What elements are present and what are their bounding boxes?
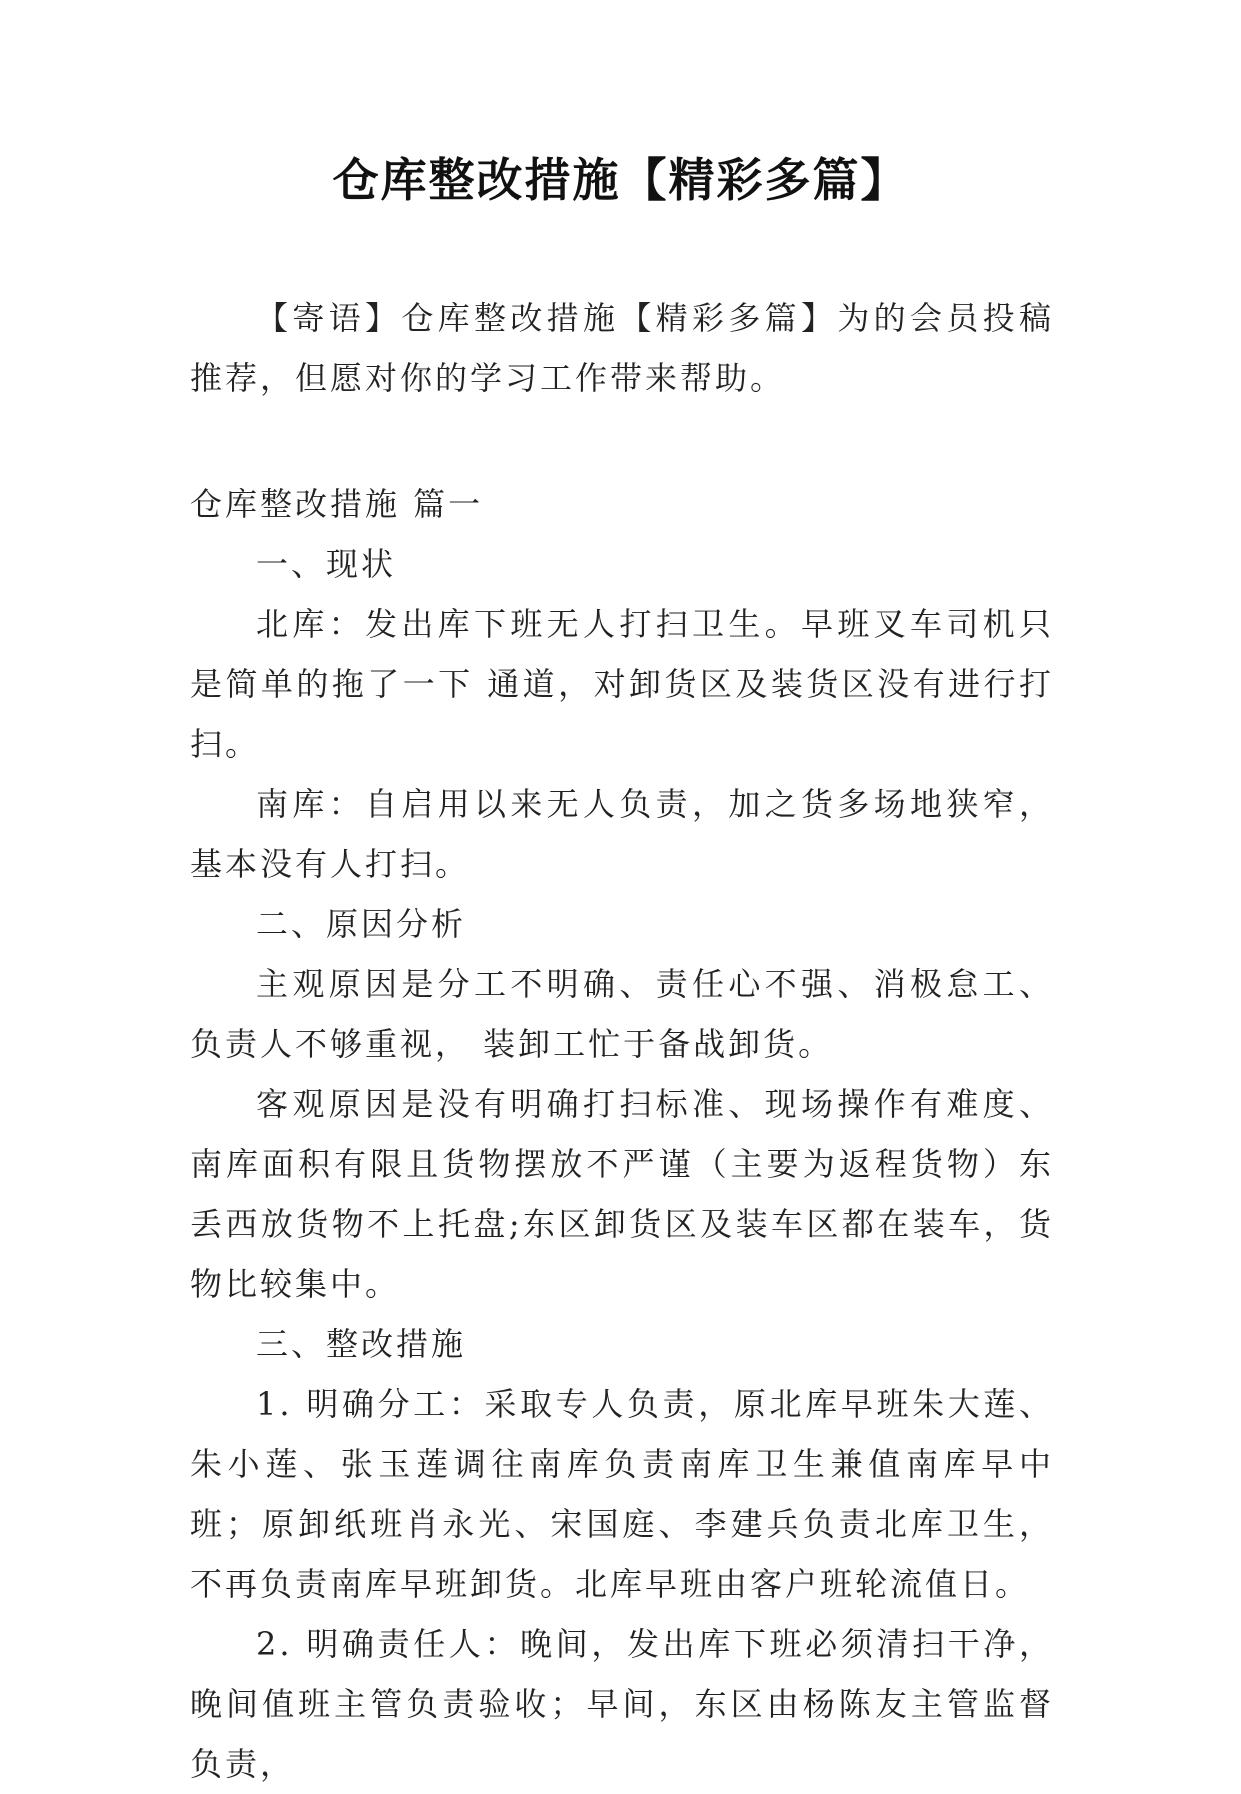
heading-rectification-measures: 三、整改措施: [256, 1325, 467, 1363]
paragraph-measure-1: 1. 明确分工：采取专人负责，原北库早班朱大莲、朱小莲、张玉莲调往南库负责南库卫生兼值南库早中班；原卸纸班肖永光、宋国庭、李建兵负责北库卫生，不再负责南库早班卸货。北库早班由客户班轮流值日。: [190, 1385, 1054, 1603]
document-body: [190, 288, 1054, 1794]
paragraph-objective-cause: 客观原因是没有明确打扫标准、现场操作有难度、南库面积有限且货物摆放不严谨（主要为返程货物）东丢西放货物不上托盘;东区卸货区及装车区都在装车，货物比较集中。: [190, 1085, 1054, 1303]
document-title: 仓库整改措施【精彩多篇】: [332, 153, 909, 207]
paragraph-subjective-cause: 主观原因是分工不明确、责任心不强、消极怠工、负责人不够重视， 装卸工忙于备战卸货。: [190, 965, 1054, 1063]
paragraph-north-warehouse: 北库：发出库下班无人打扫卫生。早班叉车司机只是简单的拖了一下 通道，对卸货区及装货区没有进行打扫。: [190, 605, 1054, 763]
paragraph-measure-2: 2. 明确责任人：晚间，发出库下班必须清扫干净，晚间值班主管负责验收；早间，东区由杨陈友主管监督负责，: [190, 1625, 1054, 1783]
heading-cause-analysis: 二、原因分析: [256, 905, 467, 943]
paragraph-south-warehouse: 南库：自启用以来无人负责，加之货多场地狭窄，基本没有人打扫。: [190, 785, 1054, 883]
heading-status: 一、现状: [256, 545, 397, 583]
section-heading: 仓库整改措施 篇一: [190, 485, 484, 523]
intro-paragraph: 【寄语】仓库整改措施【精彩多篇】为的会员投稿推荐，但愿对你的学习工作带来帮助。: [190, 299, 1054, 397]
